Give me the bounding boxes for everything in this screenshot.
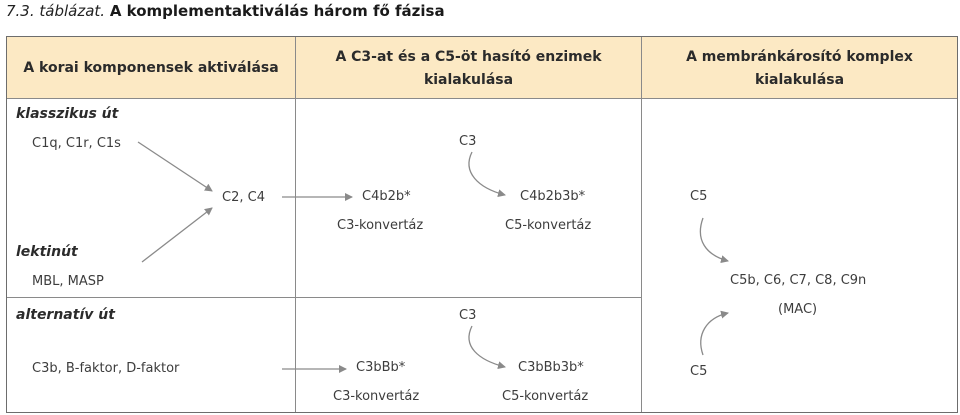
arrow-c5-top-to-mac [700,218,728,261]
classic-pathway-title: klasszikus út [16,106,119,122]
mac-c5-bottom: C5 [690,364,708,379]
alternative-c3-label: C3 [459,308,477,323]
caption-title: A komplementaktiválás három fő fázisa [109,2,445,20]
arrow-c3-to-c4b2b3b [469,152,505,195]
classic-components: C1q, C1r, C1s [32,136,121,151]
arrow-c5-bottom-to-mac [701,313,728,355]
arrow-classic-to-junction [138,142,212,191]
header-convertase-line1: A C3-at és a C5-öt hasító enzimek [335,49,602,65]
caption-number: 7.3. táblázat. [6,2,106,20]
alternative-pathway-title: alternatív út [16,307,115,323]
lectin-components: MBL, MASP [32,274,104,289]
mac-c5-top: C5 [690,189,708,204]
alternative-c3-convertase-formula: C3bBb* [356,360,406,375]
alternative-c5-convertase-name: C5-konvertáz [502,389,589,404]
arrow-c3-to-c3bbb3b [469,326,505,367]
alternative-components: C3b, B-faktor, D-faktor [32,361,180,376]
junction-c2-c4: C2, C4 [222,190,265,205]
classic-c5-convertase-formula: C4b2b3b* [520,189,586,204]
classic-c3-convertase-formula: C4b2b* [362,189,411,204]
alternative-c3-convertase-name: C3-konvertáz [333,389,420,404]
alternative-c5-convertase-formula: C3bBb3b* [518,360,584,375]
header-early-components: A korai komponensek aktiválása [23,60,279,76]
arrow-lectin-to-junction [142,208,212,262]
mac-complex: C5b, C6, C7, C8, C9n [730,273,867,288]
header-mac-line1: A membránkárosító komplex [686,49,913,65]
classic-c5-convertase-name: C5-konvertáz [505,218,592,233]
header-mac-line2: kialakulása [754,72,845,88]
lectin-pathway-title: lektinút [16,244,78,260]
classic-c3-label: C3 [459,134,477,149]
header-convertase-line2: kialakulása [423,72,514,88]
mac-abbreviation: (MAC) [778,302,818,317]
classic-c3-convertase-name: C3-konvertáz [337,218,424,233]
